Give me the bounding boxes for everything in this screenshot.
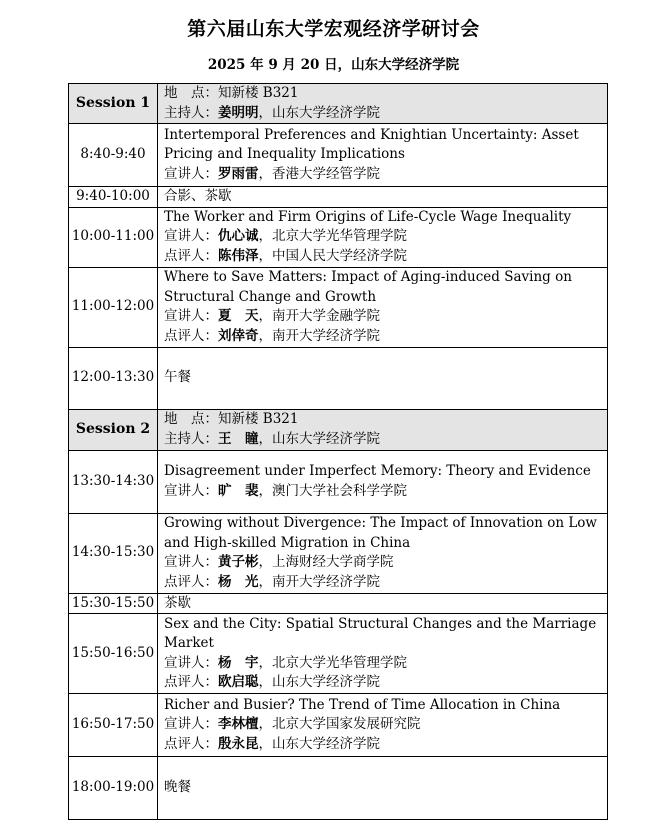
role-label: 宣讲人： bbox=[164, 165, 218, 182]
paper-title: Disagreement under Imperfect Memory: Theory and Evidence bbox=[164, 463, 591, 479]
talk-row bbox=[69, 450, 608, 513]
session-label: Session 2 bbox=[69, 409, 158, 450]
paper-title: Richer and Busier? The Trend of Time Allocation in China bbox=[164, 696, 561, 713]
role-line bbox=[164, 84, 607, 104]
role-line bbox=[164, 553, 607, 573]
page-subtitle: 2025 年 9 月 20 日，山东大学经济学院 bbox=[207, 57, 460, 73]
session-content bbox=[158, 347, 608, 409]
person-name: 杨 宇 bbox=[218, 654, 259, 671]
role-line bbox=[164, 573, 607, 593]
talk-row bbox=[69, 694, 608, 757]
person-name: 刘倖奇 bbox=[218, 327, 259, 344]
talk-row bbox=[69, 614, 608, 694]
session-content bbox=[158, 84, 608, 124]
role-label: 地 点： bbox=[164, 411, 218, 427]
role-label: 宣讲人： bbox=[164, 554, 218, 570]
affiliation: ，中国人民大学经济学院 bbox=[258, 247, 407, 264]
affiliation: ，北京大学光华管理学院 bbox=[258, 228, 407, 245]
role-line bbox=[164, 430, 607, 450]
role-label: 宣讲人： bbox=[164, 716, 218, 733]
person-name: 旷 裴 bbox=[218, 482, 259, 499]
time-slot: 14:30-15:30 bbox=[69, 513, 158, 593]
role-label: 点评人： bbox=[164, 327, 218, 344]
time-slot: 15:50-16:50 bbox=[69, 614, 158, 694]
affiliation: ，澳门大学社会科学学院 bbox=[258, 482, 407, 499]
session-header-row bbox=[69, 409, 608, 450]
affiliation: ，山东大学经济学院 bbox=[258, 104, 380, 121]
affiliation: ，北京大学国家发展研究院 bbox=[258, 716, 421, 733]
paper-title: Sex and the City: Spatial Structural Changes and the Marriage Market bbox=[164, 615, 597, 651]
affiliation: 知新楼 B321 bbox=[218, 411, 299, 427]
affiliation: 知新楼 B321 bbox=[218, 85, 299, 101]
person-name: 夏 天 bbox=[218, 308, 259, 324]
session-content bbox=[158, 757, 608, 820]
role-label: 点评人： bbox=[164, 247, 218, 264]
session-header-row bbox=[69, 84, 608, 124]
role-label: 宣讲人： bbox=[164, 482, 218, 499]
talk-row bbox=[69, 124, 608, 187]
role-label: 宣讲人： bbox=[164, 308, 218, 324]
page-title: 第六届山东大学宏观经济学研讨会 bbox=[187, 18, 480, 40]
session-label: Session 1 bbox=[69, 84, 158, 124]
session-content bbox=[158, 124, 608, 187]
role-label: 点评人： bbox=[164, 573, 218, 590]
break-row bbox=[69, 593, 608, 614]
person-name: 杨 光 bbox=[218, 573, 259, 590]
affiliation: ，山东大学经济学院 bbox=[258, 735, 380, 752]
role-line bbox=[164, 673, 607, 693]
time-slot: 15:30-15:50 bbox=[69, 593, 158, 614]
session-content bbox=[158, 187, 608, 208]
role-label: 主持人： bbox=[164, 104, 218, 121]
affiliation: ，南开大学经济学院 bbox=[258, 327, 380, 344]
session-content bbox=[158, 207, 608, 267]
person-name: 陈伟泽 bbox=[218, 247, 259, 264]
role-label: 地 点： bbox=[164, 85, 218, 101]
role-line bbox=[164, 247, 607, 267]
time-slot: 12:00-13:30 bbox=[69, 347, 158, 409]
talk-row bbox=[69, 513, 608, 593]
session-content bbox=[158, 450, 608, 513]
paper-title: Where to Save Matters: Impact of Aging-induced Saving on Structural Change and Growth bbox=[164, 269, 572, 305]
role-label: 主持人： bbox=[164, 430, 218, 447]
event-text: 午餐 bbox=[164, 369, 191, 386]
affiliation: ，上海财经大学商学院 bbox=[258, 554, 394, 570]
person-name: 姜明明 bbox=[218, 104, 259, 121]
role-line bbox=[164, 165, 607, 185]
role-line bbox=[164, 410, 607, 430]
role-line bbox=[164, 327, 607, 347]
break-row bbox=[69, 347, 608, 409]
session-content bbox=[158, 513, 608, 593]
person-name: 殷永昆 bbox=[218, 735, 259, 752]
role-line bbox=[164, 482, 607, 502]
break-row bbox=[69, 757, 608, 820]
event-text: 晚餐 bbox=[164, 779, 191, 796]
schedule-table bbox=[68, 83, 608, 820]
talk-row bbox=[69, 207, 608, 267]
role-line bbox=[164, 307, 607, 327]
affiliation: ，南开大学金融学院 bbox=[258, 308, 380, 324]
role-line bbox=[164, 227, 607, 247]
event-text: 茶歇 bbox=[164, 594, 191, 611]
time-slot: 9:40-10:00 bbox=[69, 187, 158, 208]
time-slot: 8:40-9:40 bbox=[69, 124, 158, 187]
person-name: 黄子彬 bbox=[218, 554, 259, 570]
role-line bbox=[164, 715, 607, 735]
affiliation: ，山东大学经济学院 bbox=[258, 674, 380, 690]
session-content bbox=[158, 614, 608, 694]
affiliation: ，香港大学经管学院 bbox=[258, 165, 380, 182]
role-label: 点评人： bbox=[164, 674, 218, 690]
time-slot: 10:00-11:00 bbox=[69, 207, 158, 267]
paper-title: The Worker and Firm Origins of Life-Cycle Wage Inequality bbox=[164, 208, 572, 225]
role-line bbox=[164, 104, 607, 124]
paper-title: Growing without Divergence: The Impact of Innovation on Low and High-skilled Migration in China bbox=[164, 515, 597, 551]
time-slot: 18:00-19:00 bbox=[69, 757, 158, 820]
paper-title: Intertemporal Preferences and Knightian Uncertainty: Asset Pricing and Inequality Implications bbox=[164, 126, 579, 163]
affiliation: ，山东大学经济学院 bbox=[258, 430, 380, 447]
person-name: 欧启聪 bbox=[218, 674, 259, 690]
talk-row bbox=[69, 267, 608, 347]
role-line bbox=[164, 735, 607, 755]
time-slot: 16:50-17:50 bbox=[69, 694, 158, 757]
person-name: 仇心诚 bbox=[218, 228, 259, 245]
time-slot: 13:30-14:30 bbox=[69, 450, 158, 513]
role-label: 点评人： bbox=[164, 735, 218, 752]
person-name: 李林檀 bbox=[218, 716, 259, 733]
role-line bbox=[164, 654, 607, 674]
time-slot: 11:00-12:00 bbox=[69, 267, 158, 347]
role-label: 宣讲人： bbox=[164, 228, 218, 245]
break-row bbox=[69, 187, 608, 208]
affiliation: ，南开大学经济学院 bbox=[258, 573, 380, 590]
session-content bbox=[158, 267, 608, 347]
affiliation: ，北京大学光华管理学院 bbox=[258, 654, 407, 671]
role-label: 宣讲人： bbox=[164, 654, 218, 671]
person-name: 罗雨雷 bbox=[218, 165, 259, 182]
event-text: 合影、茶歇 bbox=[164, 188, 232, 204]
person-name: 王 瞳 bbox=[218, 430, 259, 447]
session-content bbox=[158, 409, 608, 450]
session-content bbox=[158, 593, 608, 614]
session-content bbox=[158, 694, 608, 757]
